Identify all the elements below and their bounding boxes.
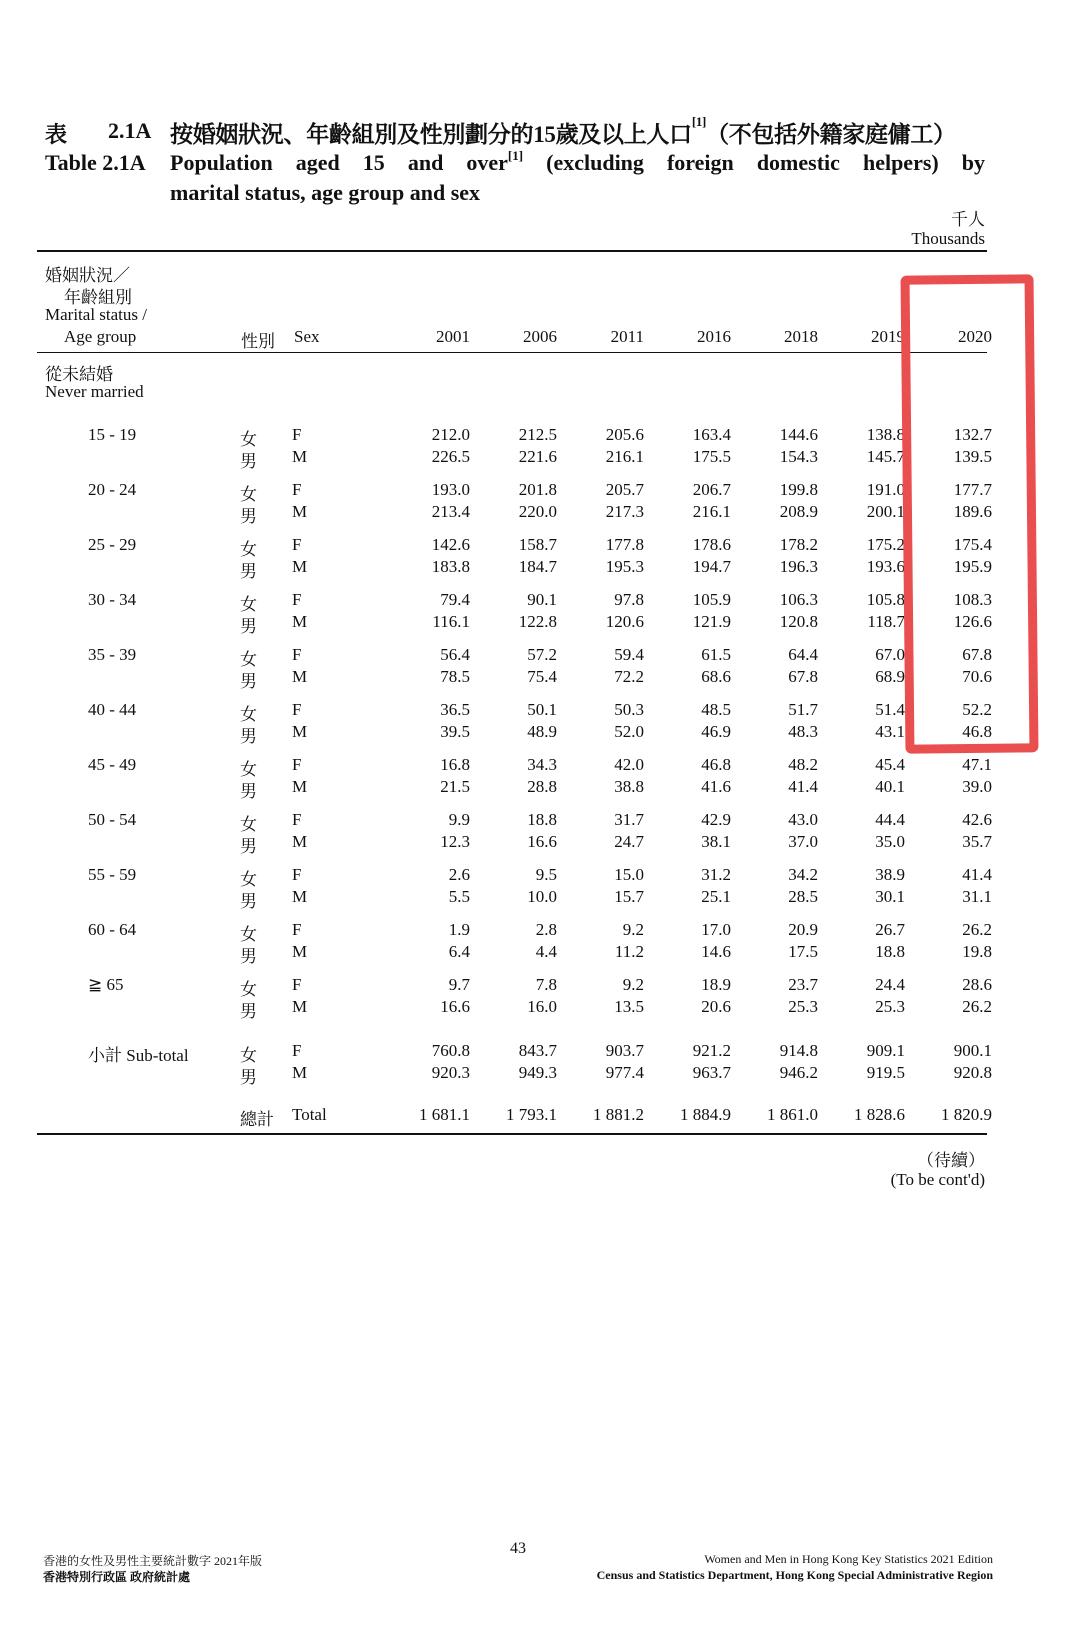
sex-label-en: F — [292, 645, 302, 664]
cell-value: 24.7 — [614, 832, 644, 851]
cell-value: 14.6 — [701, 942, 731, 961]
unit-zh: 千人 — [951, 210, 985, 229]
cell-value: 843.7 — [518, 1041, 557, 1060]
year-header: 2016 — [697, 327, 731, 346]
cell-value: 2.6 — [448, 865, 470, 884]
cell-value: 31.7 — [614, 810, 644, 829]
table-row — [0, 755, 1080, 777]
cell-value: 175.5 — [692, 447, 731, 466]
cell-value: 41.6 — [701, 777, 731, 796]
sex-label-en: F — [292, 425, 302, 444]
header-age-zh: 年齡組別 — [64, 288, 132, 307]
cell-value: 17.5 — [788, 942, 818, 961]
total-value: 1 861.0 — [767, 1105, 818, 1124]
footnote-ref-en: [1] — [507, 148, 524, 163]
year-header: 2006 — [523, 327, 557, 346]
sex-label-zh: 女 — [240, 870, 257, 889]
cell-value: 216.1 — [692, 502, 731, 521]
cell-value: 9.2 — [622, 975, 644, 994]
cell-value: 909.1 — [866, 1041, 905, 1060]
cell-value: 70.6 — [962, 667, 992, 686]
cell-value: 11.2 — [614, 942, 644, 961]
age-group-label: 35 - 39 — [88, 645, 137, 664]
cell-value: 183.8 — [431, 557, 470, 576]
cell-value: 4.4 — [535, 942, 557, 961]
cell-value: 200.1 — [866, 502, 905, 521]
sex-label-zh: 女 — [240, 430, 257, 449]
total-label-zh: 總計 — [240, 1110, 274, 1129]
table-row — [0, 920, 1080, 942]
age-group-label: 50 - 54 — [88, 810, 137, 829]
footer-department-en: Census and Statistics Department, Hong Kong Special Administrative Region — [596, 1568, 993, 1582]
cell-value: 977.4 — [605, 1063, 644, 1082]
cell-value: 43.0 — [788, 810, 818, 829]
cell-value: 193.0 — [431, 480, 470, 499]
cell-value: 67.8 — [962, 645, 992, 664]
cell-value: 900.1 — [953, 1041, 992, 1060]
sex-label-zh: 男 — [240, 562, 257, 581]
sex-label-zh: 女 — [240, 650, 257, 669]
cell-value: 90.1 — [527, 590, 557, 609]
sex-label-en: M — [292, 942, 308, 961]
cell-value: 18.8 — [875, 942, 905, 961]
table-row — [0, 777, 1080, 799]
sex-label-zh: 女 — [240, 760, 257, 779]
cell-value: 25.3 — [875, 997, 905, 1016]
cell-value: 31.2 — [701, 865, 731, 884]
cell-value: 17.0 — [701, 920, 731, 939]
total-value: 1 820.9 — [941, 1105, 992, 1124]
cell-value: 9.7 — [448, 975, 470, 994]
cell-value: 18.9 — [701, 975, 731, 994]
cell-value: 177.7 — [953, 480, 992, 499]
cell-value: 51.4 — [875, 700, 905, 719]
table-row — [0, 1063, 1080, 1085]
table-label-zh: 表 — [45, 122, 68, 147]
header-marital-en: Marital status / — [45, 305, 147, 324]
year-header: 2001 — [436, 327, 470, 346]
cell-value: 26.2 — [962, 920, 992, 939]
cell-value: 38.9 — [875, 865, 905, 884]
cell-value: 78.5 — [440, 667, 470, 686]
highlight-annotation — [901, 274, 1039, 753]
cell-value: 39.0 — [962, 777, 992, 796]
age-group-label: 55 - 59 — [88, 865, 137, 884]
cell-value: 43.1 — [875, 722, 905, 741]
cell-value: 212.0 — [431, 425, 470, 444]
title-en-main: Population aged 15 and over — [170, 150, 508, 175]
footnote-ref-zh: [1] — [691, 114, 707, 129]
cell-value: 144.6 — [779, 425, 818, 444]
table-row — [0, 887, 1080, 909]
cell-value: 48.5 — [701, 700, 731, 719]
cell-value: 35.7 — [962, 832, 992, 851]
continued-note-en: (To be cont'd) — [890, 1170, 985, 1189]
cell-value: 6.4 — [448, 942, 470, 961]
sex-label-zh: 女 — [240, 925, 257, 944]
cell-value: 175.4 — [953, 535, 992, 554]
sex-label-zh: 男 — [240, 782, 257, 801]
sex-label-en: F — [292, 590, 302, 609]
sex-label-en: M — [292, 1063, 308, 1082]
table-top-rule — [37, 250, 987, 252]
cell-value: 184.7 — [518, 557, 557, 576]
cell-value: 163.4 — [692, 425, 731, 444]
cell-value: 205.6 — [605, 425, 644, 444]
cell-value: 25.3 — [788, 997, 818, 1016]
header-marital-zh: 婚姻狀況／ — [45, 266, 130, 285]
cell-value: 221.6 — [518, 447, 557, 466]
cell-value: 48.3 — [788, 722, 818, 741]
cell-value: 48.2 — [788, 755, 818, 774]
sex-label-en: M — [292, 447, 308, 466]
year-header: 2020 — [958, 327, 992, 346]
cell-value: 158.7 — [518, 535, 557, 554]
cell-value: 921.2 — [692, 1041, 731, 1060]
cell-value: 105.8 — [866, 590, 905, 609]
cell-value: 68.6 — [701, 667, 731, 686]
cell-value: 28.6 — [962, 975, 992, 994]
cell-value: 919.5 — [866, 1063, 905, 1082]
age-group-label: ≧ 65 — [88, 975, 124, 994]
year-header: 2018 — [784, 327, 818, 346]
cell-value: 39.5 — [440, 722, 470, 741]
header-age-en: Age group — [64, 327, 137, 346]
sex-label-zh: 男 — [240, 947, 257, 966]
total-value: 1 884.9 — [680, 1105, 731, 1124]
cell-value: 121.9 — [692, 612, 731, 631]
sex-label-en: M — [292, 557, 308, 576]
continued-note-zh: （待續） — [917, 1151, 985, 1170]
cell-value: 50.3 — [614, 700, 644, 719]
cell-value: 34.3 — [527, 755, 557, 774]
total-value: 1 681.1 — [419, 1105, 470, 1124]
age-group-label: 60 - 64 — [88, 920, 137, 939]
cell-value: 1.9 — [448, 920, 470, 939]
cell-value: 42.0 — [614, 755, 644, 774]
cell-value: 9.5 — [535, 865, 557, 884]
cell-value: 52.2 — [962, 700, 992, 719]
cell-value: 178.6 — [692, 535, 731, 554]
cell-value: 199.8 — [779, 480, 818, 499]
cell-value: 138.8 — [866, 425, 905, 444]
cell-value: 154.3 — [779, 447, 818, 466]
header-rule — [37, 352, 987, 353]
sex-label-en: M — [292, 832, 308, 851]
cell-value: 19.8 — [962, 942, 992, 961]
sex-label-en: F — [292, 700, 302, 719]
cell-value: 34.2 — [788, 865, 818, 884]
age-group-label: 小計 Sub-total — [88, 1046, 189, 1065]
age-group-label: 45 - 49 — [88, 755, 137, 774]
cell-value: 18.8 — [527, 810, 557, 829]
cell-value: 46.8 — [962, 722, 992, 741]
cell-value: 139.5 — [953, 447, 992, 466]
cell-value: 220.0 — [518, 502, 557, 521]
cell-value: 28.8 — [527, 777, 557, 796]
year-header: 2011 — [610, 327, 644, 346]
title-en-rest: (excluding foreign domestic helpers) by — [546, 150, 986, 175]
sex-label-zh: 女 — [240, 980, 257, 999]
age-group-label: 15 - 19 — [88, 425, 137, 444]
cell-value: 59.4 — [614, 645, 644, 664]
cell-value: 212.5 — [518, 425, 557, 444]
age-group-label: 40 - 44 — [88, 700, 137, 719]
sex-label-zh: 男 — [240, 507, 257, 526]
cell-value: 191.0 — [866, 480, 905, 499]
sex-label-zh: 男 — [240, 1002, 257, 1021]
cell-value: 949.3 — [518, 1063, 557, 1082]
cell-value: 50.1 — [527, 700, 557, 719]
sex-label-zh: 男 — [240, 617, 257, 636]
cell-value: 45.4 — [875, 755, 905, 774]
cell-value: 194.7 — [692, 557, 731, 576]
cell-value: 15.0 — [614, 865, 644, 884]
sex-label-zh: 男 — [240, 1068, 257, 1087]
cell-value: 40.1 — [875, 777, 905, 796]
cell-value: 132.7 — [953, 425, 992, 444]
cell-value: 75.4 — [527, 667, 557, 686]
cell-value: 175.2 — [866, 535, 905, 554]
cell-value: 31.1 — [962, 887, 992, 906]
sex-label-en: M — [292, 612, 308, 631]
cell-value: 79.4 — [440, 590, 470, 609]
sex-label-en: F — [292, 865, 302, 884]
cell-value: 963.7 — [692, 1063, 731, 1082]
sex-label-zh: 男 — [240, 672, 257, 691]
cell-value: 920.3 — [431, 1063, 470, 1082]
cell-value: 52.0 — [614, 722, 644, 741]
footer-department-zh: 香港特別行政區 政府統計處 — [43, 1570, 191, 1584]
table-row — [0, 865, 1080, 887]
sex-label-zh: 女 — [240, 705, 257, 724]
cell-value: 205.7 — [605, 480, 644, 499]
section-title-en: Never married — [45, 382, 144, 401]
cell-value: 41.4 — [962, 865, 992, 884]
cell-value: 44.4 — [875, 810, 905, 829]
cell-value: 7.8 — [535, 975, 557, 994]
cell-value: 106.3 — [779, 590, 818, 609]
cell-value: 217.3 — [605, 502, 644, 521]
cell-value: 41.4 — [788, 777, 818, 796]
cell-value: 12.3 — [440, 832, 470, 851]
cell-value: 30.1 — [875, 887, 905, 906]
cell-value: 195.3 — [605, 557, 644, 576]
cell-value: 196.3 — [779, 557, 818, 576]
table-label-en: Table 2.1A — [45, 150, 146, 175]
total-value: 1 793.1 — [506, 1105, 557, 1124]
sex-label-zh: 男 — [240, 727, 257, 746]
cell-value: 64.4 — [788, 645, 818, 664]
cell-value: 47.1 — [962, 755, 992, 774]
total-label-en: Total — [292, 1105, 327, 1124]
cell-value: 10.0 — [527, 887, 557, 906]
cell-value: 16.6 — [440, 997, 470, 1016]
table-row — [0, 975, 1080, 997]
page-number: 43 — [510, 1540, 526, 1557]
age-group-label: 20 - 24 — [88, 480, 137, 499]
cell-value: 46.8 — [701, 755, 731, 774]
cell-value: 126.6 — [953, 612, 992, 631]
title-zh-end: （不包括外籍家庭傭工） — [706, 122, 956, 147]
header-sex-zh: 性別 — [241, 332, 275, 351]
total-value: 1 828.6 — [854, 1105, 905, 1124]
sex-label-zh: 男 — [240, 892, 257, 911]
cell-value: 97.8 — [614, 590, 644, 609]
cell-value: 760.8 — [431, 1041, 470, 1060]
cell-value: 226.5 — [431, 447, 470, 466]
cell-value: 48.9 — [527, 722, 557, 741]
cell-value: 42.9 — [701, 810, 731, 829]
sex-label-en: M — [292, 502, 308, 521]
sex-label-en: F — [292, 755, 302, 774]
cell-value: 20.9 — [788, 920, 818, 939]
cell-value: 9.2 — [622, 920, 644, 939]
cell-value: 120.6 — [605, 612, 644, 631]
cell-value: 5.5 — [448, 887, 470, 906]
cell-value: 920.8 — [953, 1063, 992, 1082]
sex-label-en: M — [292, 667, 308, 686]
table-row — [0, 832, 1080, 854]
cell-value: 9.9 — [448, 810, 470, 829]
sex-label-zh: 男 — [240, 837, 257, 856]
table-row — [0, 1041, 1080, 1063]
cell-value: 13.5 — [614, 997, 644, 1016]
cell-value: 208.9 — [779, 502, 818, 521]
cell-value: 195.9 — [953, 557, 992, 576]
table-title-zh — [170, 116, 956, 149]
year-header: 2019 — [871, 327, 905, 346]
sex-label-en: F — [292, 1041, 302, 1060]
sex-label-en: F — [292, 975, 302, 994]
header-sex-en: Sex — [294, 327, 320, 346]
sex-label-en: F — [292, 810, 302, 829]
cell-value: 2.8 — [535, 920, 557, 939]
cell-value: 105.9 — [692, 590, 731, 609]
cell-value: 178.2 — [779, 535, 818, 554]
sex-label-en: F — [292, 480, 302, 499]
cell-value: 16.8 — [440, 755, 470, 774]
table-title-en-line1 — [170, 150, 985, 176]
cell-value: 946.2 — [779, 1063, 818, 1082]
cell-value: 116.1 — [432, 612, 470, 631]
sex-label-zh: 女 — [240, 595, 257, 614]
sex-label-zh: 女 — [240, 815, 257, 834]
section-title-zh: 從未結婚 — [45, 365, 113, 384]
cell-value: 38.8 — [614, 777, 644, 796]
cell-value: 51.7 — [788, 700, 818, 719]
cell-value: 142.6 — [431, 535, 470, 554]
table-title-en-line2: marital status, age group and sex — [170, 180, 481, 205]
cell-value: 56.4 — [440, 645, 470, 664]
cell-value: 36.5 — [440, 700, 470, 719]
sex-label-en: M — [292, 777, 308, 796]
cell-value: 16.0 — [527, 997, 557, 1016]
title-zh-main: 按婚姻狀況、年齡組別及性別劃分的15歲及以上人口 — [170, 122, 692, 147]
age-group-label: 25 - 29 — [88, 535, 137, 554]
sex-label-en: M — [292, 997, 308, 1016]
cell-value: 15.7 — [614, 887, 644, 906]
cell-value: 120.8 — [779, 612, 818, 631]
sex-label-en: M — [292, 722, 308, 741]
table-row-total — [0, 1105, 1080, 1127]
table-row — [0, 810, 1080, 832]
cell-value: 23.7 — [788, 975, 818, 994]
cell-value: 68.9 — [875, 667, 905, 686]
cell-value: 189.6 — [953, 502, 992, 521]
sex-label-zh: 女 — [240, 540, 257, 559]
cell-value: 216.1 — [605, 447, 644, 466]
cell-value: 67.8 — [788, 667, 818, 686]
cell-value: 914.8 — [779, 1041, 818, 1060]
unit-en: Thousands — [911, 229, 985, 248]
cell-value: 35.0 — [875, 832, 905, 851]
total-value: 1 881.2 — [593, 1105, 644, 1124]
table-row — [0, 997, 1080, 1019]
cell-value: 42.6 — [962, 810, 992, 829]
cell-value: 177.8 — [605, 535, 644, 554]
cell-value: 122.8 — [518, 612, 557, 631]
sex-label-en: M — [292, 887, 308, 906]
cell-value: 903.7 — [605, 1041, 644, 1060]
cell-value: 20.6 — [701, 997, 731, 1016]
cell-value: 46.9 — [701, 722, 731, 741]
cell-value: 206.7 — [692, 480, 731, 499]
cell-value: 61.5 — [701, 645, 731, 664]
sex-label-en: F — [292, 535, 302, 554]
cell-value: 108.3 — [953, 590, 992, 609]
cell-value: 21.5 — [440, 777, 470, 796]
cell-value: 26.7 — [875, 920, 905, 939]
cell-value: 26.2 — [962, 997, 992, 1016]
cell-value: 57.2 — [527, 645, 557, 664]
sex-label-zh: 女 — [240, 1046, 257, 1065]
cell-value: 16.6 — [527, 832, 557, 851]
cell-value: 38.1 — [701, 832, 731, 851]
sex-label-zh: 女 — [240, 485, 257, 504]
cell-value: 213.4 — [431, 502, 470, 521]
cell-value: 28.5 — [788, 887, 818, 906]
cell-value: 193.6 — [866, 557, 905, 576]
table-number-zh: 2.1A — [108, 118, 152, 143]
table-row — [0, 942, 1080, 964]
cell-value: 72.2 — [614, 667, 644, 686]
cell-value: 145.7 — [866, 447, 905, 466]
sex-label-zh: 男 — [240, 452, 257, 471]
table-bottom-rule — [37, 1133, 987, 1135]
cell-value: 201.8 — [518, 480, 557, 499]
footer-publication-zh: 香港的女性及男性主要統計數字 2021年版 — [43, 1554, 263, 1568]
age-group-label: 30 - 34 — [88, 590, 137, 609]
sex-label-en: F — [292, 920, 302, 939]
cell-value: 37.0 — [788, 832, 818, 851]
cell-value: 118.7 — [867, 612, 905, 631]
footer-publication-en: Women and Men in Hong Kong Key Statistics 2021 Edition — [704, 1552, 993, 1566]
cell-value: 67.0 — [875, 645, 905, 664]
cell-value: 25.1 — [701, 887, 731, 906]
cell-value: 24.4 — [875, 975, 905, 994]
